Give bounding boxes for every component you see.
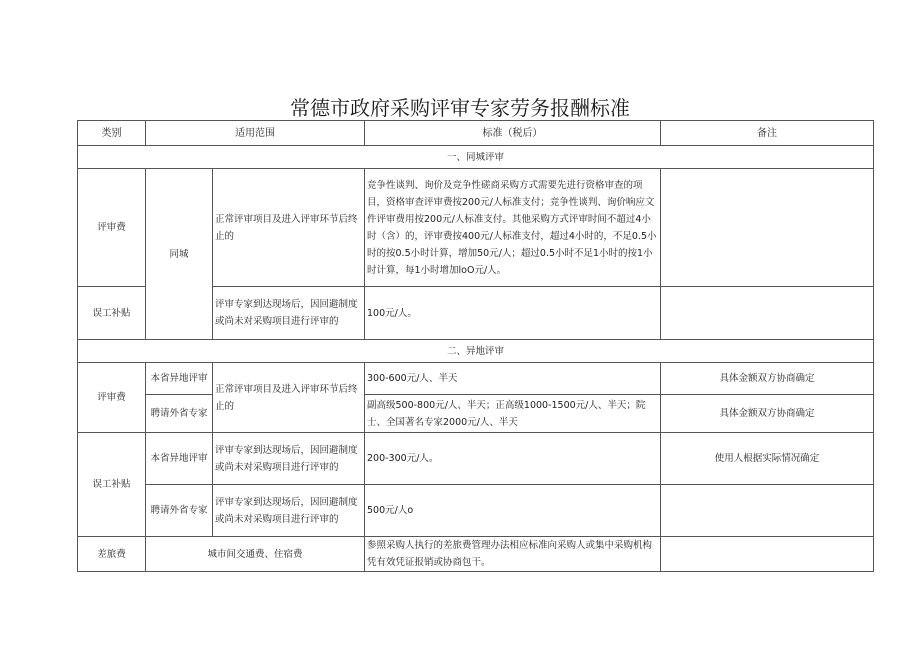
note-cell <box>661 287 874 340</box>
section-heading-local: 一、同城评审 <box>78 146 874 169</box>
standard-cell: 300-600元/人、半天 <box>365 363 661 395</box>
region-cell: 聘请外省专家 <box>146 485 213 537</box>
region-cell: 同城 <box>146 169 213 340</box>
section-heading-remote: 二、异地评审 <box>78 340 874 363</box>
note-cell <box>661 485 874 537</box>
table-row <box>78 537 874 572</box>
standard-cell: 参照采购人执行的差旅费管理办法相应标准向采购人或集中采购机构凭有效凭证报销或协商包干。 <box>365 537 661 572</box>
header-row <box>78 121 874 146</box>
table-row <box>78 169 874 287</box>
page-title: 常德市政府采购评审专家劳务报酬标准 <box>290 96 630 120</box>
category-cell: 误工补贴 <box>78 287 146 340</box>
note-cell: 具体金额双方协商确定 <box>661 395 874 433</box>
scope-cell: 评审专家到达现场后，因回避制度或尚未对采购项目进行评审的 <box>213 287 365 340</box>
region-cell: 本省异地评审 <box>146 363 213 395</box>
table-row <box>78 433 874 485</box>
scope-cell: 正常评审项目及进入评审环节后终止的 <box>213 169 365 287</box>
remuneration-table <box>77 120 874 572</box>
note-cell <box>661 169 874 287</box>
standard-cell: 副高级500-800元/人、半天；正高级1000-1500元/人、半天；院士、全国著名专家2000元/人、半天 <box>365 395 661 433</box>
standard-cell: 200-300元/人。 <box>365 433 661 485</box>
scope-cell: 正常评审项目及进入评审环节后终止的 <box>213 363 365 433</box>
scope-cell: 评审专家到达现场后，因回避制度或尚未对采购项目进行评审的 <box>213 485 365 537</box>
category-cell: 评审费 <box>78 169 146 287</box>
scope-cell: 城市间交通费、住宿费 <box>146 537 365 572</box>
section-row <box>78 340 874 363</box>
region-cell: 聘请外省专家 <box>146 395 213 433</box>
category-cell: 误工补贴 <box>78 433 146 537</box>
region-cell: 本省异地评审 <box>146 433 213 485</box>
table-row <box>78 395 874 433</box>
header-note: 备注 <box>661 121 874 146</box>
standard-cell: 竞争性谈判、询价及竞争性磋商采购方式需要先进行资格审查的项目，资格审查评审费按200元/人标准支付；竞争性谈判、询价响应文件评审费用按200元/人标准支付。其他采购方式评审时间不超过4小时（含）的，评审费按400元/人标准支付，超过4小时的，不足0.5小时的按0.5小时计算，增加50元/人；超过0.5小时不足1小时的按1小时计算，每1小时增加loO元/人。 <box>365 169 661 287</box>
standard-cell: 500元/人o <box>365 485 661 537</box>
header-category: 类别 <box>78 121 146 146</box>
category-cell: 差旅费 <box>78 537 146 572</box>
header-scope: 适用范围 <box>146 121 365 146</box>
section-row <box>78 146 874 169</box>
note-cell: 具体金额双方协商确定 <box>661 363 874 395</box>
scope-cell: 评审专家到达现场后，因回避制度或尚未对采购项目进行评审的 <box>213 433 365 485</box>
table-row <box>78 485 874 537</box>
note-cell: 使用人根据实际情况确定 <box>661 433 874 485</box>
header-standard: 标准（税后） <box>365 121 661 146</box>
note-cell <box>661 537 874 572</box>
standard-cell: 100元/人。 <box>365 287 661 340</box>
category-cell: 评审费 <box>78 363 146 433</box>
table-row <box>78 363 874 395</box>
